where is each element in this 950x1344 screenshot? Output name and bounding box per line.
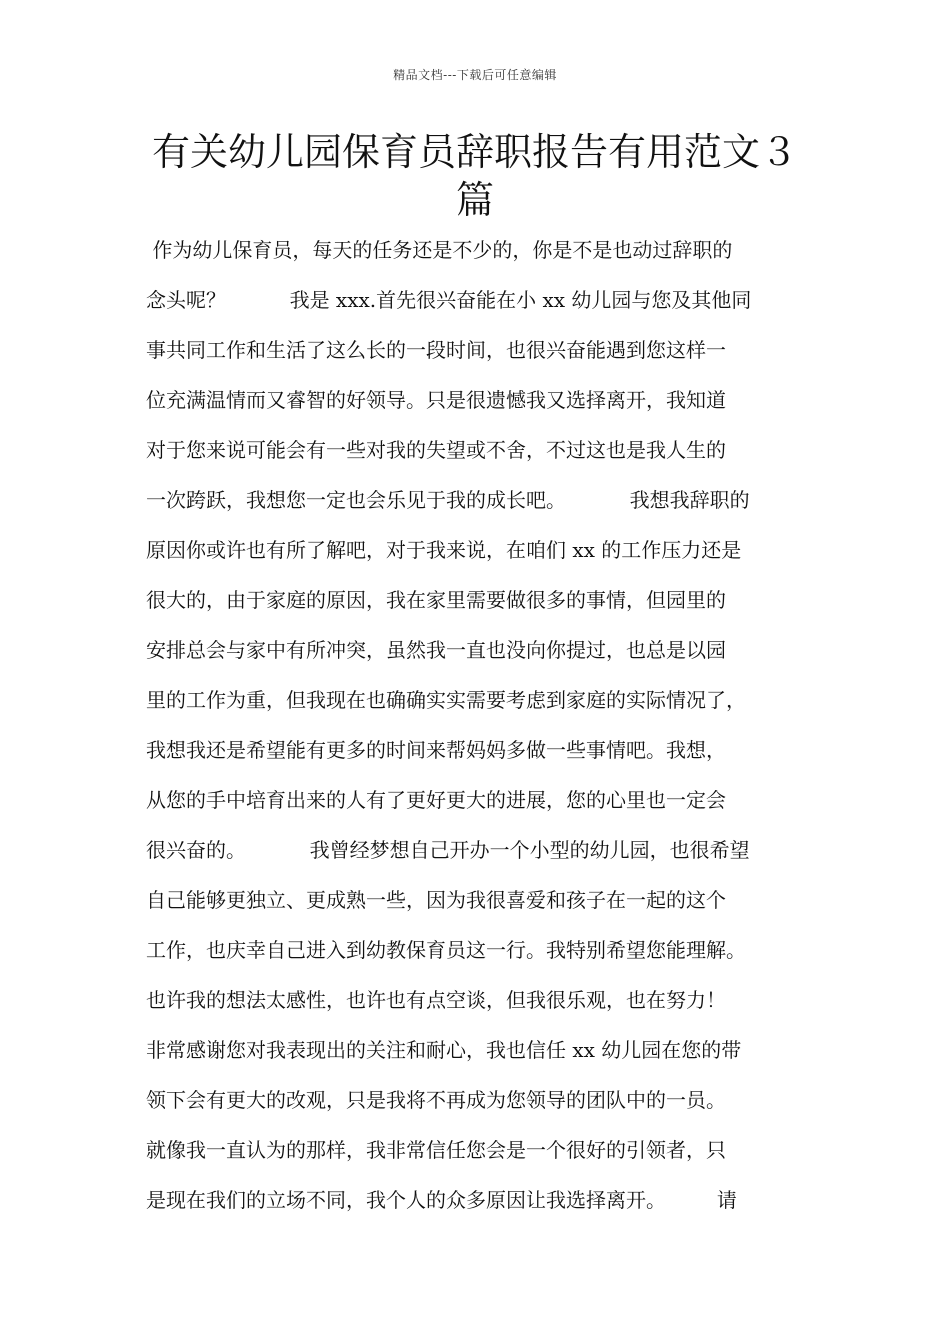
header-note: 精品文档---下载后可任意编辑	[393, 68, 557, 82]
paragraph-line: 作为幼儿保育员，每天的任务还是不少的，你是不是也动过辞职的	[146, 238, 733, 262]
paragraph-line: 从您的手中培育出来的人有了更好更大的进展，您的心里也一定会	[146, 788, 726, 812]
paragraph-line: 事共同工作和生活了这么长的一段时间，也很兴奋能遇到您这样一	[146, 338, 726, 362]
paragraph-line: 原因你或许也有所了解吧，对于我来说，在咱们 xx 的工作压力还是	[146, 538, 742, 562]
title-line-1: 有关幼儿园保育员辞职报告有用范文３	[151, 130, 798, 174]
paragraph-line: 非常感谢您对我表现出的关注和耐心，我也信任 xx 幼儿园在您的带	[146, 1038, 742, 1062]
page-title	[140, 128, 810, 224]
paragraph-line: 里的工作为重，但我现在也确确实实需要考虑到家庭的实际情况了，	[146, 688, 746, 712]
paragraph-line: 领下会有更大的改观，只是我将不再成为您领导的团队中的一员。	[146, 1088, 726, 1112]
paragraph-line: 一次跨跃，我想您一定也会乐见于我的成长吧。 我想我辞职的	[146, 488, 750, 512]
paragraph-line: 安排总会与家中有所冲突，虽然我一直也没向你提过，也总是以园	[146, 638, 726, 662]
paragraph-line: 位充满温情而又睿智的好领导。只是很遗憾我又选择离开，我知道	[146, 388, 726, 412]
paragraph-line: 我想我还是希望能有更多的时间来帮妈妈多做一些事情吧。我想，	[146, 738, 726, 762]
paragraph-line: 很兴奋的。 我曾经梦想自己开办一个小型的幼儿园，也很希望	[146, 838, 750, 862]
paragraph-line: 自己能够更独立、更成熟一些，因为我很喜爱和孩子在一起的这个	[146, 888, 726, 912]
paragraph-line: 很大的，由于家庭的原因，我在家里需要做很多的事情，但园里的	[146, 588, 726, 612]
paragraph-line: 是现在我们的立场不同，我个人的众多原因让我选择离开。 请	[146, 1188, 737, 1212]
paragraph-line: 就像我一直认为的那样，我非常信任您会是一个很好的引领者，只	[146, 1138, 726, 1162]
title-line-2: 篇	[455, 178, 494, 222]
paragraph-line: 也许我的想法太感性，也许也有点空谈，但我很乐观，也在努力！	[146, 988, 726, 1012]
paragraph-line: 工作，也庆幸自己进入到幼教保育员这一行。我特别希望您能理解。	[146, 938, 746, 962]
paragraph-line: 念头呢？ 我是 xxx.首先很兴奋能在小 xx 幼儿园与您及其他同	[146, 288, 752, 312]
paragraph-line: 对于您来说可能会有一些对我的失望或不舍，不过这也是我人生的	[146, 438, 726, 462]
